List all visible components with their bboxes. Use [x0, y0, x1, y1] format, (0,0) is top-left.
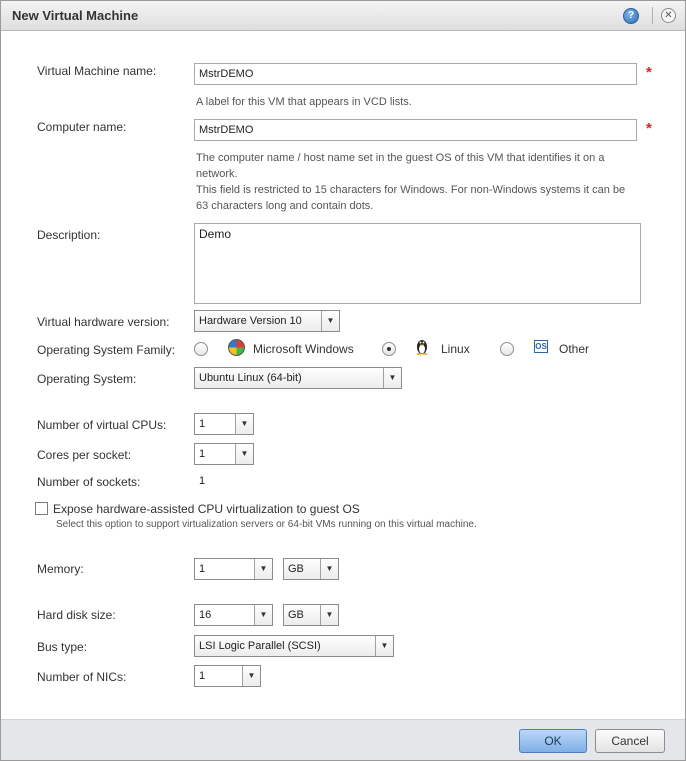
vm-name-label: Virtual Machine name: [37, 64, 157, 78]
expose-hv-label: Expose hardware-assisted CPU virtualization to guest OS [53, 502, 360, 516]
radio-other[interactable] [500, 342, 514, 356]
radio-linux[interactable] [382, 342, 396, 356]
cores-select[interactable] [194, 443, 254, 465]
description-label: Description: [37, 228, 101, 242]
chevron-down-icon[interactable]: ▼ [242, 666, 260, 686]
vm-name-help: A label for this VM that appears in VCD lists. [196, 96, 412, 108]
chevron-down-icon[interactable]: ▼ [254, 605, 272, 625]
radio-windows[interactable] [194, 342, 208, 356]
bus-type-value: LSI Logic Parallel (SCSI) [199, 640, 321, 652]
computer-name-required-marker: * [646, 120, 652, 137]
chevron-down-icon[interactable]: ▼ [254, 559, 272, 579]
titlebar-divider [652, 7, 653, 24]
dialog-footer [1, 719, 685, 761]
linux-penguin-icon [415, 338, 429, 355]
disk-unit-select[interactable] [283, 604, 339, 626]
dialog-title: New Virtual Machine [12, 8, 139, 23]
hw-version-label: Virtual hardware version: [37, 315, 170, 329]
chevron-down-icon[interactable]: ▼ [320, 559, 338, 579]
memory-unit-select[interactable] [283, 558, 339, 580]
radio-linux-label: Linux [441, 342, 470, 356]
dialog-titlebar [1, 1, 685, 31]
vm-name-required-marker: * [646, 64, 652, 81]
chevron-down-icon[interactable]: ▼ [383, 368, 401, 388]
windows-logo-icon [228, 339, 245, 356]
nics-value: 1 [199, 670, 206, 682]
chevron-down-icon[interactable]: ▼ [320, 605, 338, 625]
chevron-down-icon[interactable]: ▼ [235, 414, 253, 434]
bus-type-select[interactable] [194, 635, 394, 657]
os-icon: OS [535, 342, 547, 351]
cores-label: Cores per socket: [37, 448, 132, 462]
disk-size-input[interactable] [194, 604, 273, 626]
close-icon[interactable]: ✕ [661, 8, 676, 23]
hw-version-value: Hardware Version 10 [199, 315, 302, 327]
chevron-down-icon[interactable]: ▼ [375, 636, 393, 656]
os-select[interactable] [194, 367, 402, 389]
computer-name-help-1: The computer name / host name set in the guest OS of this VM that identifies it on a network. [196, 152, 605, 180]
memory-value: 1 [199, 563, 206, 575]
disk-label: Hard disk size: [37, 608, 116, 622]
vcpus-label: Number of virtual CPUs: [37, 418, 167, 432]
vcpus-value: 1 [199, 418, 206, 430]
vm-name-input[interactable]: MstrDEMO [194, 63, 637, 85]
computer-name-input[interactable]: MstrDEMO [194, 119, 637, 141]
vcpus-select[interactable] [194, 413, 254, 435]
radio-windows-label: Microsoft Windows [253, 342, 354, 356]
ok-button[interactable]: OK [519, 729, 587, 753]
computer-name-label: Computer name: [37, 120, 127, 134]
disk-size-value: 16 [199, 609, 212, 621]
nics-select[interactable] [194, 665, 261, 687]
expose-hv-help: Select this option to support virtualization servers or 64-bit VMs running on this virtual machine. [56, 519, 477, 530]
memory-label: Memory: [37, 562, 84, 576]
hw-version-select[interactable] [194, 310, 340, 332]
disk-unit-value: GB [288, 609, 304, 621]
sockets-label: Number of sockets: [37, 475, 141, 489]
help-icon[interactable]: ? [623, 8, 639, 24]
computer-name-help-2: This field is restricted to 15 characters for Windows. For non-Windows systems it can be 63 characters long and contain dots. [196, 184, 626, 212]
memory-unit-value: GB [288, 563, 304, 575]
nics-label: Number of NICs: [37, 670, 127, 684]
bus-type-label: Bus type: [37, 640, 88, 654]
os-value: Ubuntu Linux (64-bit) [199, 372, 302, 384]
description-textarea[interactable]: Demo [194, 223, 641, 304]
os-family-label: Operating System Family: [37, 343, 176, 357]
cancel-button[interactable]: Cancel [595, 729, 665, 753]
sockets-value: 1 [199, 475, 206, 487]
os-label: Operating System: [37, 372, 137, 386]
expose-hv-checkbox[interactable] [35, 502, 48, 515]
memory-input[interactable] [194, 558, 273, 580]
radio-other-label: Other [559, 342, 590, 356]
chevron-down-icon[interactable]: ▼ [235, 444, 253, 464]
cores-value: 1 [199, 448, 206, 460]
chevron-down-icon[interactable]: ▼ [321, 311, 339, 331]
